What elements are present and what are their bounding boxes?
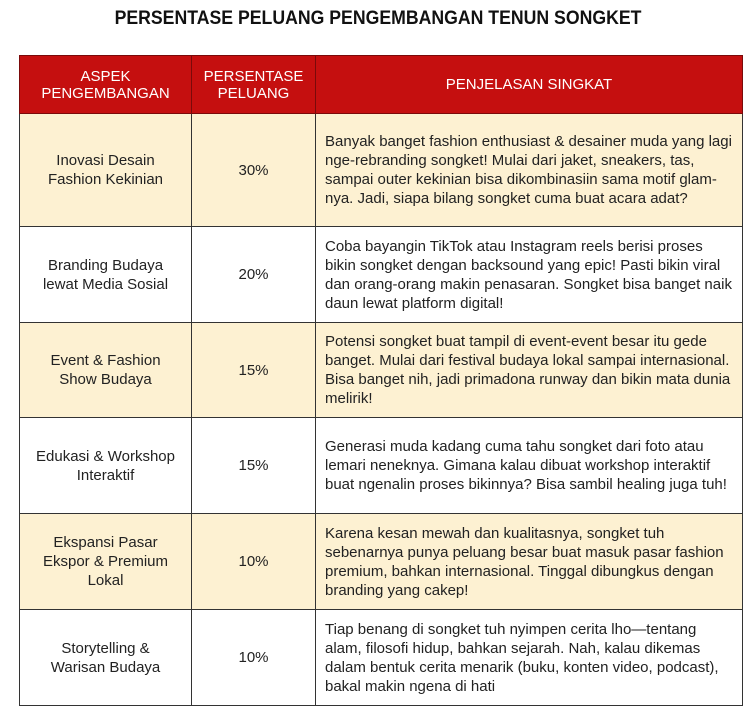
header-persentase: PERSENTASE PELUANG (192, 56, 316, 114)
aspek-cell: Ekspansi Pasar Ekspor & Premium Lokal (20, 514, 192, 610)
header-aspek: ASPEK PENGEMBANGAN (20, 56, 192, 114)
persentase-cell: 10% (192, 610, 316, 706)
penjelasan-cell: Coba bayangin TikTok atau Instagram reels berisi proses bikin songket dengan backsound yang epic! Pasti bikin viral dan orang-orang makin penasaran. Songket bisa banget naik daun lewat platform digital! (316, 227, 743, 323)
aspek-cell: Inovasi Desain Fashion Kekinian (20, 114, 192, 227)
penjelasan-cell: Potensi songket buat tampil di event-event besar itu gede banget. Mulai dari festival budaya lokal sampai internasional. Bisa banget nih, jadi primadona runway dan bikin mata dunia melirik! (316, 323, 743, 418)
aspek-cell: Edukasi & Workshop Interaktif (20, 418, 192, 514)
aspek-cell: Storytelling & Warisan Budaya (20, 610, 192, 706)
table-row (20, 114, 743, 227)
page-title: PERSENTASE PELUANG PENGEMBANGAN TENUN SONGKET (114, 8, 642, 29)
opportunity-table (19, 55, 743, 706)
aspek-cell: Branding Budaya lewat Media Sosial (20, 227, 192, 323)
penjelasan-cell: Generasi muda kadang cuma tahu songket dari foto atau lemari neneknya. Gimana kalau dibuat workshop interaktif buat ngenalin proses bikinnya? Bisa sambil healing juga tuh! (316, 418, 743, 514)
persentase-cell: 30% (192, 114, 316, 227)
penjelasan-cell: Karena kesan mewah dan kualitasnya, songket tuh sebenarnya punya peluang besar buat masuk pasar fashion premium, bahkan internasional. Tinggal dibungkus dengan branding yang cakep! (316, 514, 743, 610)
persentase-cell: 15% (192, 418, 316, 514)
penjelasan-cell: Banyak banget fashion enthusiast & desainer muda yang lagi nge-rebranding songket! Mulai dari jaket, sneakers, tas, sampai outer kekinian bisa dikombinasiin sama motif glam-nya. Jadi, siapa bilang songket cuma buat acara adat? (316, 114, 743, 227)
table-header-row (20, 56, 743, 114)
persentase-cell: 20% (192, 227, 316, 323)
persentase-cell: 10% (192, 514, 316, 610)
table-row (20, 514, 743, 610)
table-row (20, 323, 743, 418)
header-penjelasan: PENJELASAN SINGKAT (316, 56, 743, 114)
table-row (20, 610, 743, 706)
table-row (20, 418, 743, 514)
persentase-cell: 15% (192, 323, 316, 418)
penjelasan-cell: Tiap benang di songket tuh nyimpen cerita lho—tentang alam, filosofi hidup, bahkan sejarah. Nah, kalau dikemas dalam bentuk cerita menarik (buku, konten video, podcast), bakal makin ngena di hati (316, 610, 743, 706)
aspek-cell: Event & Fashion Show Budaya (20, 323, 192, 418)
table-row (20, 227, 743, 323)
